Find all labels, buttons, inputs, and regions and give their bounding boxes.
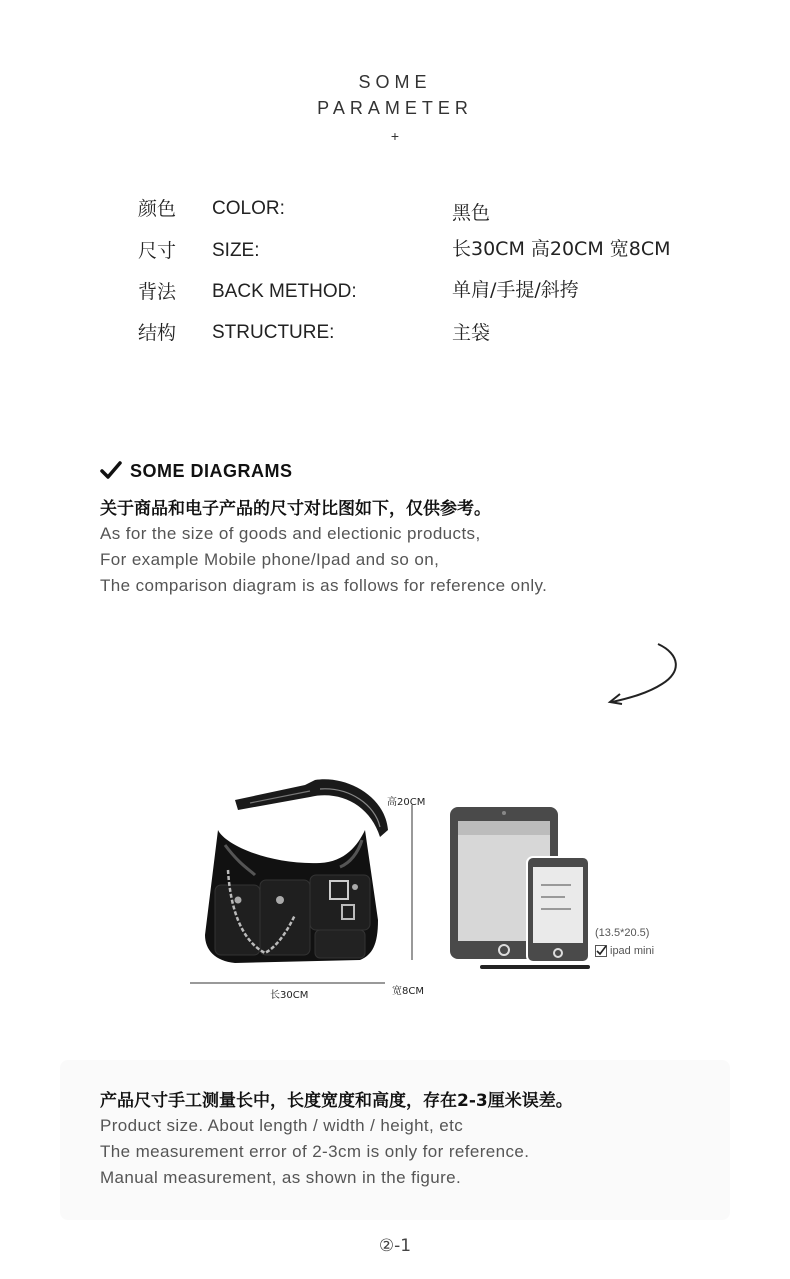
length-label: 长30CM xyxy=(270,990,309,1001)
curved-arrow-icon xyxy=(600,640,690,710)
bag-figure xyxy=(180,775,430,1005)
ipad-size-label: (13.5*20.5) xyxy=(595,927,650,939)
diagrams-en-line: The comparison diagram is as follows for reference only. xyxy=(100,576,548,595)
width-label: 宽8CM xyxy=(392,986,424,997)
checkbox-checked-icon xyxy=(595,945,607,957)
device-comparison xyxy=(445,805,675,975)
param-value: 主袋 xyxy=(452,322,491,344)
diagrams-en-line: For example Mobile phone/Ipad and so on, xyxy=(100,550,440,569)
measurement-en-line: The measurement error of 2-3cm is only for reference. xyxy=(100,1142,530,1161)
height-label: 高20CM xyxy=(387,797,426,808)
param-en-label: STRUCTURE: xyxy=(212,322,335,343)
header-line1: SOME xyxy=(358,72,432,92)
diagrams-en-line: As for the size of goods and electionic products, xyxy=(100,524,481,543)
param-row-back-method xyxy=(0,277,790,311)
param-value: 单肩/手提/斜挎 xyxy=(452,279,579,301)
diagrams-heading-text: SOME DIAGRAMS xyxy=(130,460,293,481)
diagrams-cn-note: 关于商品和电子产品的尺寸对比图如下，仅供参考。 xyxy=(100,499,491,519)
param-cn-label: 颜色 xyxy=(138,198,177,220)
diagrams-heading xyxy=(100,460,293,482)
measurement-cn-note: 产品尺寸手工测量长中，长度宽度和高度，存在2-3厘米误差。 xyxy=(100,1091,573,1111)
measurement-en-line: Manual measurement, as shown in the figure. xyxy=(100,1168,462,1187)
param-en-label: SIZE: xyxy=(212,240,260,261)
param-cn-label: 背法 xyxy=(138,281,177,303)
check-icon xyxy=(100,460,122,482)
param-row-size xyxy=(0,236,790,270)
header-line2: PARAMETER xyxy=(317,98,473,118)
param-cn-label: 尺寸 xyxy=(138,240,177,262)
param-row-color xyxy=(0,194,790,228)
background-patch xyxy=(60,1060,730,1220)
param-en-label: BACK METHOD: xyxy=(212,281,357,302)
param-value: 长30CM 高20CM 宽8CM xyxy=(452,238,671,260)
header-plus: + xyxy=(390,128,400,144)
measurement-en-line: Product size. About length / width / height, etc xyxy=(100,1116,464,1135)
page-number: ②-1 xyxy=(378,1236,412,1256)
bag-illustration xyxy=(180,775,430,1005)
param-row-structure xyxy=(0,318,790,352)
param-value: 黑色 xyxy=(452,202,491,224)
ipad-name-label: ipad mini xyxy=(610,945,655,957)
ipad-name-row xyxy=(595,945,654,957)
param-en-label: COLOR: xyxy=(212,198,285,219)
param-cn-label: 结构 xyxy=(138,322,177,344)
